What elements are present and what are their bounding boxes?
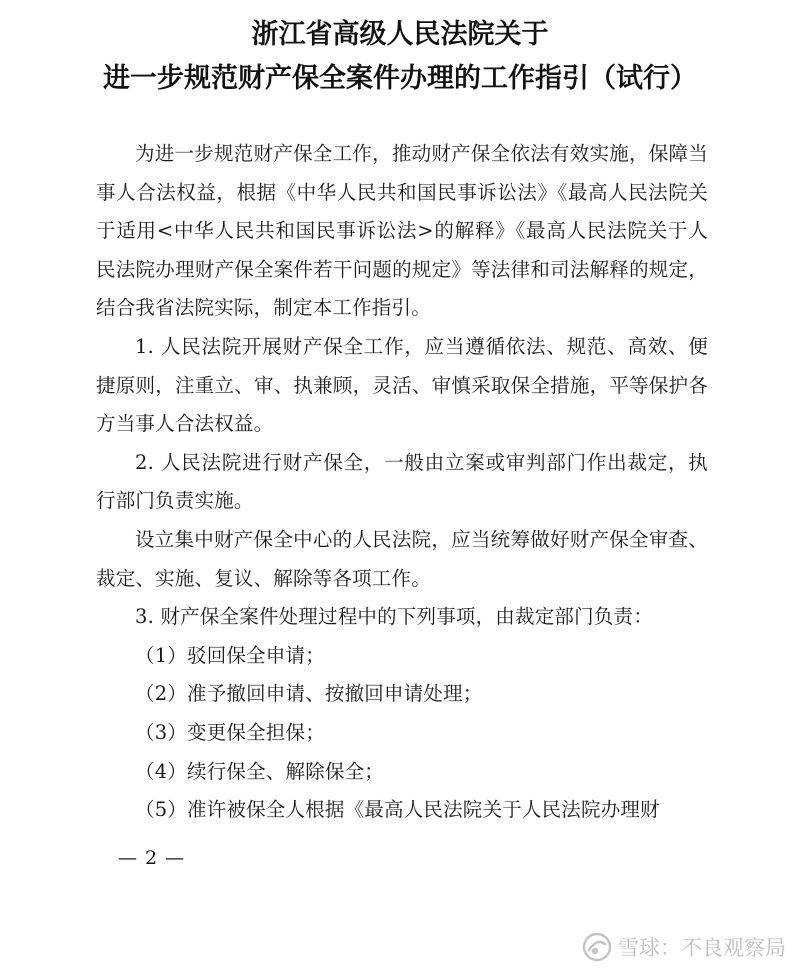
document-title-line-2: 进一步规范财产保全案件办理的工作指引（试行） bbox=[103, 63, 697, 94]
watermark-text: 雪球：不良观察局 bbox=[618, 936, 786, 960]
page-number: — 2 — bbox=[118, 847, 186, 869]
list-item: （1）驳回保全申请； bbox=[135, 643, 325, 667]
watermark bbox=[582, 932, 786, 962]
article-2-subparagraph: 设立集中财产保全中心的人民法院，应当统筹做好财产保全审查、裁定、实施、复议、解除等各项工作。 bbox=[96, 527, 708, 590]
document-body bbox=[96, 135, 708, 830]
article-1-paragraph: 1. 人民法院开展财产保全工作，应当遵循依法、规范、高效、便捷原则，注重立、审、执兼顾，灵活、审慎采取保全措施，平等保护各方当事人合法权益。 bbox=[96, 334, 708, 436]
list-item: （4）续行保全、解除保全； bbox=[135, 759, 385, 783]
list-item: （2）准予撤回申请、按撤回申请处理； bbox=[135, 682, 483, 706]
list-item: （3）变更保全担保； bbox=[135, 720, 325, 744]
preamble-paragraph: 为进一步规范财产保全工作，推动财产保全依法有效实施，保障当事人合法权益，根据《中华人民共和国民事诉讼法》《最高人民法院关于适用<中华人民共和国民事诉讼法>的解释》《最高人民法院关于人民法院办理财产保全案件若干问题的规定》等法律和司法解释的规定，结合我省法院实际，制定本工作指引。 bbox=[96, 142, 708, 320]
article-2-paragraph: 2. 人民法院进行财产保全，一般由立案或审判部门作出裁定，执行部门负责实施。 bbox=[96, 450, 708, 513]
article-3-paragraph: 3. 财产保全案件处理过程中的下列事项，由裁定部门负责： bbox=[135, 605, 653, 629]
snowball-logo-icon bbox=[582, 932, 612, 962]
list-item: （5）准许被保全人根据《最高人民法院关于人民法院办理财 bbox=[135, 798, 660, 822]
document-title-line-1: 浙江省高级人民法院关于 bbox=[251, 19, 549, 50]
